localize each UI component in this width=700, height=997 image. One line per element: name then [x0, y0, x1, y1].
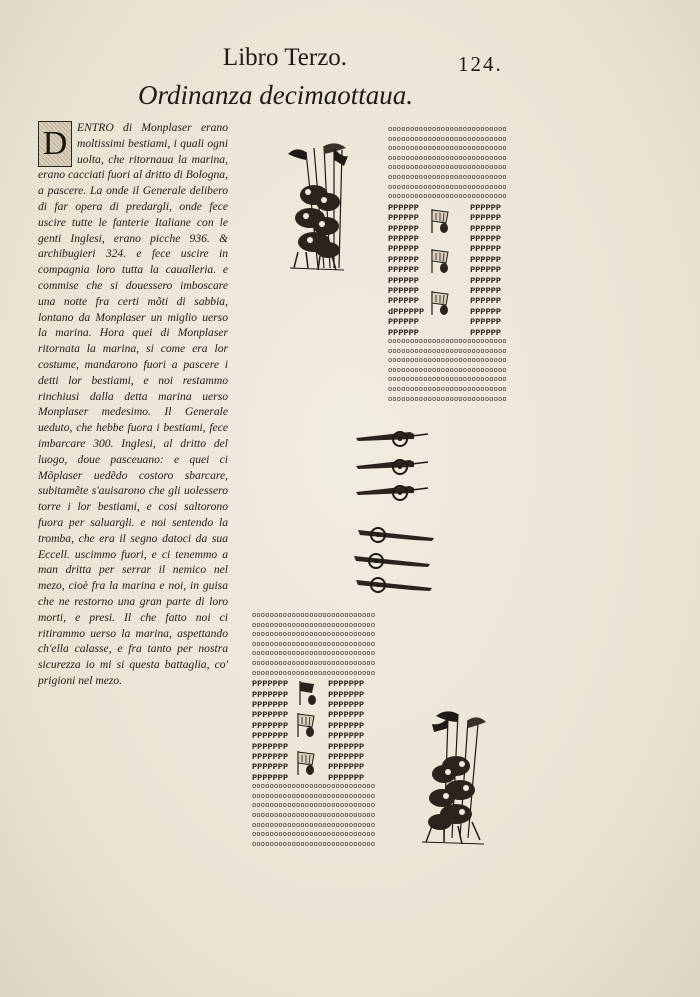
formation-row: ooooooooooooooooooooooooooo — [388, 386, 507, 394]
flag-bearers-column — [288, 679, 328, 783]
pike-row: PPPPPP — [470, 223, 502, 234]
formation-row: oooooooooooooooooooooooooooo — [252, 659, 376, 668]
pike-row: PPPPPPP — [328, 762, 365, 773]
formation-row: ooooooooooooooooooooooooooo — [388, 164, 507, 173]
pike-row: PPPPPP — [470, 327, 502, 338]
pike-block — [252, 679, 375, 783]
pike-row: PPPPPPP — [252, 689, 289, 700]
folio-number: 124. — [458, 52, 503, 76]
formation-row: ooooooooooooooooooooooooooo — [388, 135, 507, 144]
shot-rows-rear — [252, 783, 375, 850]
chapter-title: Ordinanza decimaottaua. — [138, 80, 413, 110]
formation-row: oooooooooooooooooooooooooooo — [252, 812, 376, 820]
pike-row: PPPPPPP — [252, 772, 289, 783]
formation-row: ooooooooooooooooooooooooooo — [388, 376, 507, 385]
infantry-formation-bottom — [252, 612, 375, 850]
pike-row: PPPPPP — [470, 244, 502, 255]
pike-row: PPPPPP — [470, 265, 502, 276]
cavalry-woodcut-right — [418, 708, 488, 848]
pike-row: PPPPPPP — [252, 752, 289, 762]
pike-column-left — [388, 203, 424, 338]
formation-row: ooooooooooooooooooooooooooo — [388, 173, 507, 182]
pike-column-right — [470, 203, 501, 338]
flag-bearer-icon — [428, 247, 452, 273]
pike-row: PPPPPPP — [252, 699, 289, 710]
shot-rows-rear — [388, 338, 507, 405]
pike-row: dPPPPPP — [388, 306, 425, 317]
formation-row: oooooooooooooooooooooooooooo — [252, 831, 376, 840]
cannon-icon — [352, 548, 432, 572]
pike-column-left — [252, 679, 288, 783]
formation-row: oooooooooooooooooooooooooooo — [252, 783, 376, 792]
pike-row: PPPPPP — [388, 202, 419, 213]
cavalry-woodcut-left — [284, 140, 350, 275]
body-text-column — [38, 120, 228, 689]
pike-row: PPPPPP — [388, 265, 419, 276]
pike-row: PPPPPPP — [328, 772, 365, 783]
formation-row: oooooooooooooooooooooooooooo — [252, 821, 376, 830]
flag-bearers-column — [424, 203, 470, 338]
pike-row: PPPPPP — [470, 213, 502, 224]
pike-row: PPPPPP — [470, 306, 502, 317]
pike-row: PPPPPP — [470, 317, 502, 328]
shot-rows-front — [388, 126, 507, 203]
pike-row: PPPPPPP — [328, 699, 365, 710]
pike-row: PPPPPP — [388, 233, 419, 244]
formation-row: oooooooooooooooooooooooooooo — [252, 640, 376, 649]
pike-row: PPPPPPP — [328, 752, 365, 762]
pike-row: PPPPPPP — [252, 710, 289, 721]
pike-row: PPPPPP — [470, 286, 502, 296]
pike-row: PPPPPP — [388, 244, 419, 255]
pike-row: PPPPPP — [388, 254, 419, 265]
formation-row: ooooooooooooooooooooooooooo — [388, 145, 507, 154]
formation-row: ooooooooooooooooooooooooooo — [388, 338, 507, 347]
formation-row: oooooooooooooooooooooooooooo — [252, 631, 376, 640]
formation-row: oooooooooooooooooooooooooooo — [252, 612, 376, 620]
pike-row: PPPPPP — [388, 286, 419, 296]
flag-bearer-icon — [428, 289, 452, 315]
pike-row: PPPPPPP — [328, 741, 365, 752]
flag-bearer-icon — [294, 749, 318, 775]
cannon-icon — [354, 454, 430, 476]
pike-row: PPPPPP — [388, 296, 419, 307]
pike-row: PPPPPPP — [328, 720, 365, 731]
shot-rows-front — [252, 612, 375, 679]
formation-row: oooooooooooooooooooooooooooo — [252, 669, 376, 678]
pike-row: PPPPPP — [470, 254, 502, 265]
pike-row: PPPPPPP — [328, 689, 365, 700]
formation-row: ooooooooooooooooooooooooooo — [388, 366, 507, 375]
formation-row: ooooooooooooooooooooooooooo — [388, 126, 507, 134]
pike-row: PPPPPP — [388, 223, 419, 234]
flag-bearer-icon — [428, 207, 452, 233]
infantry-formation-top — [388, 126, 507, 405]
pike-row: PPPPPPP — [252, 731, 289, 742]
pike-row: PPPPPP — [470, 296, 502, 307]
formation-row: oooooooooooooooooooooooooooo — [252, 802, 376, 811]
cannon-icon — [356, 522, 436, 546]
pike-row: PPPPPPP — [328, 710, 365, 721]
formation-row: ooooooooooooooooooooooooooo — [388, 347, 507, 356]
formation-row: oooooooooooooooooooooooooooo — [252, 650, 376, 659]
pike-row: PPPPPPP — [252, 679, 289, 690]
pike-row: PPPPPPP — [252, 720, 289, 731]
decorated-initial: D — [38, 121, 72, 167]
formation-row: oooooooooooooooooooooooooooo — [252, 840, 376, 849]
cannon-icon — [354, 426, 430, 448]
pike-row: PPPPPPP — [252, 741, 289, 752]
pike-column-right — [328, 679, 364, 783]
pike-row: PPPPPP — [470, 275, 502, 286]
cannon-icon — [354, 480, 430, 502]
pike-row: PPPPPPP — [328, 731, 365, 742]
pike-row: PPPPPP — [470, 202, 502, 213]
formation-row: oooooooooooooooooooooooooooo — [252, 792, 376, 801]
flag-bearer-icon — [294, 711, 318, 737]
pike-row: PPPPPP — [388, 213, 419, 224]
formation-row: ooooooooooooooooooooooooooo — [388, 395, 507, 404]
flag-bearer-icon — [296, 679, 320, 705]
cannon-icon — [354, 572, 434, 596]
pike-block — [388, 203, 507, 338]
body-paragraph: ENTRO di Monplaser erano moltissimi bestiami, i quali ogni uolta, che ritornaua la marina, erano cacciati fuori al dritto di Bologna, a pascere. La onde il Generale delibero di far opera di predargli, onde fece uscire tutte le fanterie Italiane con le genti Inglesi, erano picche 936. & archibugieri 324. e fece uscire in compagnia loro tutta la caualleria. e commise che si douessero imboscare una notte fra certi mõti di sabbia, lontano da Monplaser un miglio uerso la marina. Hora quei di Monplaser ritornata la marina, si come era lor costume, mandarono fuori a pascere i detti lor bestiami, e noi restammo rinchiusi dalla detta marina uerso Monplaser medesimo. Il Generale ueduto, che hebbe fuora i bestiami, fece imbarcare 300. Inglesi, al dritto del luogo, doue pasceuano: e quei ci Mõplaser uedẽdo costoro sbarcare, subitamẽte s'auisarono che gli uolessero torre i lor bestiami, e cosi saltorono fuora per saluargli. e noi sentendo la tromba, che era il segno datoci da sua Eccell. uscimmo fuori, e ci tenemmo a man dritta per serrar il nemico nel mezo, cioè fra la marina e noi, in guisa che ne restorno una gran parte di loro morti, e presi. Il che fatto noi ci ritirammo uerso la marina, aspettando ch'ella calasse, e fra tanto per nostra sicurezza io mi si questa battaglia, co' prigioni nel mezo. — [38, 121, 228, 687]
pike-row: PPPPPP — [388, 317, 419, 328]
pike-row: PPPPPPP — [328, 679, 365, 690]
pike-row: PPPPPPP — [252, 762, 289, 773]
pike-row: PPPPPP — [388, 327, 419, 338]
running-head: Libro Terzo. — [222, 44, 348, 71]
pike-row: PPPPPP — [470, 233, 502, 244]
formation-row: ooooooooooooooooooooooooooo — [388, 183, 507, 192]
formation-row: ooooooooooooooooooooooooooo — [388, 154, 507, 163]
formation-row: ooooooooooooooooooooooooooo — [388, 357, 507, 366]
formation-row: ooooooooooooooooooooooooooo — [388, 193, 507, 202]
pike-row: PPPPPP — [388, 275, 419, 286]
formation-row: oooooooooooooooooooooooooooo — [252, 621, 376, 630]
